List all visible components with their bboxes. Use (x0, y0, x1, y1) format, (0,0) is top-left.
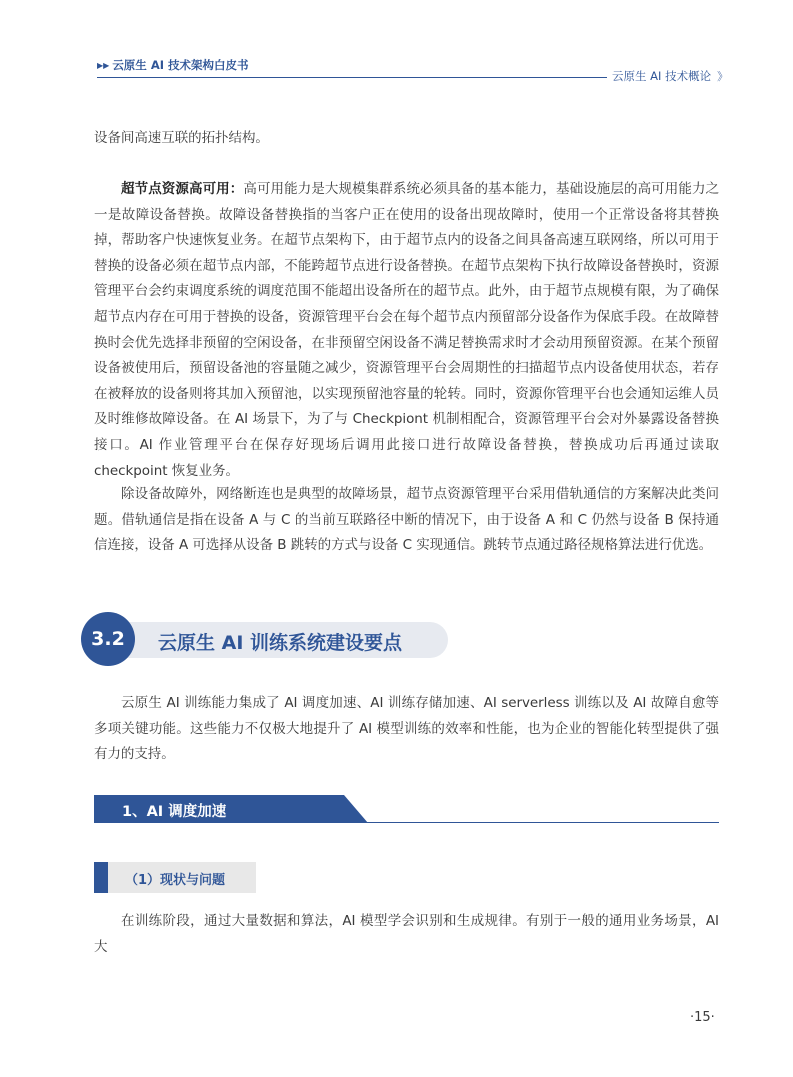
double-arrow-icon: ▶▶ (97, 61, 110, 70)
section-number-badge: 3.2 (81, 612, 135, 666)
paragraph-body: 高可用能力是大规模集群系统必须具备的基本能力，基础设施层的高可用能力之一是故障设备替换。故障设备替换指的当客户正在使用的设备出现故障时，使用一个正常设备将其替换掉，帮助客户快速恢复业务。在超节点架构下，由于超节点内的设备之间具备高速互联网络，所以可用于替换的设备必须在超节点内部，不能跨超节点进行设备替换。在超节点架构下执行故障设备替换时，资源管理平台会约束调度系统的调度范围不能超出设备所在的超节点。此外，由于超节点规模有限，为了确保超节点内存在可用于替换的设备，资源管理平台会在每个超节点内预留部分设备作为保底手段。在故障替换时会优先选择非预留的空闲设备，在非预留空闲设备不满足替换需求时才会动用预留资源。在某个预留设备被使用后，预留设备池的容量随之减少，资源管理平台会周期性的扫描超节点内设备使用状态，若存在被释放的设备则将其加入预留池，以实现预留池容量的轮转。同时，资源你管理平台也会通知运维人员及时维修故障设备。在 AI 场景下，为了与 Checkpiont 机制相配合，资源管理平台会对外暴露设备替换接口。AI 作业管理平台在保存好现场后调用此接口进行故障设备替换，替换成功后再通过读取checkpoint 恢复业务。 (94, 181, 720, 479)
page-number: ·15· (690, 1010, 715, 1025)
paragraph-lead: 超节点资源高可用： (121, 181, 244, 197)
header-rule (97, 77, 607, 78)
subsection-title: 1、AI 调度加速 (122, 804, 227, 820)
paragraph-high-availability (94, 177, 719, 484)
chevron-right-icon: 》 (717, 70, 729, 83)
paragraph-network-fault: 除设备故障外，网络断连也是典型的故障场景，超节点资源管理平台采用借轨通信的方案解决此类问题。借轨通信是指在设备 A 与 C 的当前互联路径中断的情况下，由于设备 A 和 C 仍然与设备 B 保持通信连接，设备 A 可选择从设备 B 跳转的方式与设备 C 实现通信。跳转节点通过路径规格算法进行优选。 (94, 486, 719, 554)
section-title: 云原生 AI 训练系统建设要点 (158, 632, 403, 654)
header-chapter-title (612, 68, 728, 84)
header-doc-title (97, 57, 249, 73)
header-chapter-title-text: 云原生 AI 技术概论 (612, 69, 712, 83)
subsubsection-title: （1）现状与问题 (125, 873, 226, 888)
intro-line: 设备间高速互联的拓扑结构。 (94, 130, 269, 146)
paragraph-training: 在训练阶段，通过大量数据和算法，AI 模型学会识别和生成规律。有别于一般的通用业务场景，AI 大 (94, 913, 719, 955)
subsubsection-accent-bar (94, 862, 108, 893)
header-doc-title-text: 云原生 AI 技术架构白皮书 (112, 58, 249, 72)
section-intro-paragraph: 云原生 AI 训练能力集成了 AI 调度加速、AI 训练存储加速、AI serverless 训练以及 AI 故障自愈等多项关键功能。这些能力不仅极大地提升了 AI 模型训练的效率和性能，也为企业的智能化转型提供了强有力的支持。 (94, 695, 719, 763)
